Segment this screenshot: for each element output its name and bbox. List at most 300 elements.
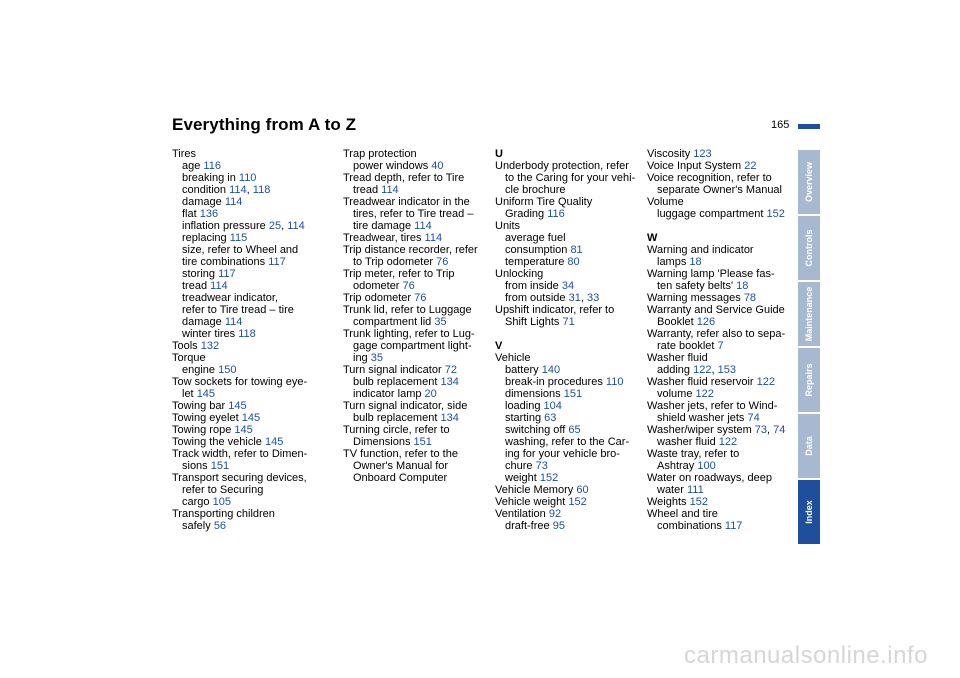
index-entry	[172, 196, 322, 208]
index-entry	[647, 160, 797, 172]
page-reference-link[interactable]: 111	[686, 484, 704, 496]
entry-text: consumption	[505, 244, 568, 256]
index-entry: inflation pressure 25, 114	[182, 220, 305, 232]
index-entry: from outside 31, 33	[505, 292, 600, 304]
entry-text: draft-free	[505, 520, 550, 532]
entry-text: Warning messages	[647, 292, 741, 304]
page-title: Everything from A to Z	[172, 115, 357, 134]
page-reference-link[interactable]: 35	[434, 316, 447, 328]
index-entry	[343, 172, 493, 184]
index-entry	[647, 244, 797, 256]
index-entry	[172, 412, 322, 424]
index-entry	[172, 316, 322, 328]
entry-text: Volume	[647, 196, 684, 208]
entry-text: Underbody protection, refer	[495, 160, 629, 172]
page-reference-link[interactable]: 40	[431, 160, 444, 172]
index-entry	[495, 280, 645, 292]
entry-text: from outside	[505, 292, 566, 304]
entry-text: Units	[495, 220, 521, 232]
page-reference-link[interactable]: 65	[568, 424, 581, 436]
entry-text: Treadwear indicator in the	[343, 196, 470, 208]
entry-text: temperature	[505, 256, 565, 268]
entry-text: Turn signal indicator	[343, 364, 442, 376]
entry-text: combinations	[657, 520, 722, 532]
page-reference-link[interactable]: 151	[563, 388, 583, 400]
index-letter-heading	[495, 148, 645, 160]
page-reference-link[interactable]: 134	[440, 376, 459, 388]
entry-text: inflation pressure	[182, 220, 266, 232]
entry-text: Vehicle weight	[495, 496, 566, 508]
entry-text: TV function, refer to the	[343, 448, 458, 460]
page-reference-link[interactable]: 145	[264, 436, 284, 448]
index-entry	[172, 244, 322, 256]
entry-text: power windows	[353, 160, 429, 172]
page-reference-link[interactable]: 25	[268, 220, 282, 232]
index-entry	[172, 160, 322, 172]
page-reference-link[interactable]: 74	[773, 424, 786, 436]
index-entry	[172, 448, 322, 460]
index-entry	[172, 148, 322, 160]
index-entry	[172, 376, 322, 388]
index-entry	[495, 352, 645, 364]
entry-text: V	[495, 340, 503, 352]
entry-text: Tread depth, refer to Tire	[343, 172, 465, 184]
entry-text: treadwear indicator,	[182, 292, 278, 304]
entry-text: Warning and indicator	[647, 244, 754, 256]
index-entry	[343, 208, 493, 220]
page-reference-link[interactable]: 80	[567, 256, 580, 268]
entry-text: Transport securing devices,	[172, 472, 307, 484]
page-reference-link[interactable]: 114	[287, 220, 305, 232]
index-entry	[495, 448, 645, 460]
index-entry	[495, 424, 645, 436]
entry-text: breaking in	[182, 172, 236, 184]
page-reference-link[interactable]: 151	[210, 460, 230, 472]
index-entry	[343, 268, 493, 280]
index-entry	[343, 232, 493, 244]
index-entry	[343, 148, 493, 160]
index-entry	[495, 304, 645, 316]
page-reference-link[interactable]: 114	[414, 220, 432, 232]
page-reference-link[interactable]: 92	[548, 508, 562, 520]
entry-text: Wheel and tire	[647, 508, 718, 520]
index-entry	[647, 472, 797, 484]
entry-text: Towing eyelet	[172, 412, 239, 424]
entry-text: ing	[353, 352, 368, 364]
page-reference-link[interactable]: 18	[736, 280, 749, 292]
page-reference-link[interactable]: 126	[696, 316, 716, 328]
entry-text: from inside	[505, 280, 559, 292]
page-reference-link[interactable]: 145	[234, 424, 253, 436]
page-reference-link[interactable]: 95	[552, 520, 565, 532]
page-reference-link[interactable]: 72	[444, 364, 457, 376]
index-entry	[647, 400, 797, 412]
index-entry: Washer/wiper system 73, 74	[647, 424, 786, 436]
entry-text: separate Owner's Manual	[657, 184, 782, 196]
index-entry	[495, 484, 645, 496]
entry-text: indicator lamp	[353, 388, 422, 400]
index-entry	[647, 376, 797, 388]
page-reference-link[interactable]: 132	[200, 340, 220, 352]
page-reference-link[interactable]: 152	[539, 472, 559, 484]
entry-text: Ashtray	[657, 460, 695, 472]
entry-text: Viscosity	[647, 148, 691, 160]
entry-text: U	[495, 148, 503, 160]
index-entry	[647, 352, 797, 364]
page-reference-link[interactable]: 116	[547, 208, 565, 220]
entry-text: Towing bar	[172, 400, 226, 412]
page-reference-link[interactable]: 74	[747, 412, 760, 424]
page-reference-link[interactable]: 71	[562, 316, 575, 328]
entry-text: Water on roadways, deep	[647, 472, 772, 484]
entry-text: Shift Lights	[505, 316, 560, 328]
entry-text: Weights	[647, 496, 687, 508]
index-entry	[343, 412, 493, 424]
entry-text: Torque	[172, 352, 206, 364]
entry-text: Booklet	[657, 316, 694, 328]
page-reference-link[interactable]: 114	[229, 184, 247, 196]
entry-text: rate booklet	[657, 340, 715, 352]
page-reference-link[interactable]: 151	[413, 436, 432, 448]
entry-text: Tires	[172, 148, 197, 160]
index-entry	[343, 160, 493, 172]
index-entry	[647, 256, 797, 268]
index-entry	[343, 352, 493, 364]
entry-text: shield washer jets	[657, 412, 745, 424]
index-entry	[172, 460, 322, 472]
page-reference-link[interactable]: 117	[268, 256, 286, 268]
tab-label: Repairs	[804, 363, 814, 397]
tab-repairs[interactable]	[798, 348, 820, 412]
index-entry	[647, 484, 797, 496]
index-column-4	[647, 148, 797, 532]
index-entry	[343, 448, 493, 460]
index-entry	[172, 268, 322, 280]
page-reference-link[interactable]: 104	[543, 400, 562, 412]
page-reference-link[interactable]: 136	[199, 208, 219, 220]
page-reference-link[interactable]: 114	[381, 184, 399, 196]
entry-text: Vehicle Memory	[495, 484, 574, 496]
page-reference-link[interactable]: 122	[756, 376, 775, 388]
index-entry	[647, 412, 797, 424]
index-entry	[647, 496, 797, 508]
page-reference-link[interactable]: 145	[241, 412, 261, 424]
entry-text: W	[647, 232, 658, 244]
index-entry	[172, 304, 322, 316]
index-entry	[647, 148, 797, 160]
index-entry	[172, 280, 322, 292]
index-entry	[343, 256, 493, 268]
entry-text: Warranty, refer also to sepa-	[647, 328, 786, 340]
index-entry: condition 114, 118	[182, 184, 271, 196]
index-entry	[172, 172, 322, 184]
entry-text: let	[182, 388, 194, 400]
index-entry	[172, 352, 322, 364]
index-entry	[172, 400, 322, 412]
entry-text: to the Caring for your vehi-	[505, 172, 636, 184]
index-letter-heading	[647, 232, 797, 244]
index-entry	[343, 316, 493, 328]
entry-text: Towing rope	[172, 424, 232, 436]
entry-text: Washer fluid	[647, 352, 708, 364]
page-reference-link[interactable]: 33	[586, 292, 600, 304]
entry-text: Tow sockets for towing eye-	[172, 376, 308, 388]
index-entry	[343, 388, 493, 400]
entry-text: volume	[657, 388, 693, 400]
index-entry	[495, 244, 645, 256]
page-reference-link[interactable]: 122	[693, 364, 712, 376]
entry-text: bulb replacement	[353, 412, 438, 424]
index-entry	[495, 412, 645, 424]
entry-text: winter tires	[182, 328, 236, 340]
page-reference-link[interactable]: 56	[213, 520, 227, 532]
page-reference-link[interactable]: 114	[424, 232, 443, 244]
entry-text: tire damage	[353, 220, 412, 232]
index-entry	[172, 208, 322, 220]
spacer	[495, 328, 645, 340]
page-reference-link[interactable]: 117	[218, 268, 236, 280]
index-entry	[647, 304, 797, 316]
entry-text: replacing	[182, 232, 227, 244]
index-entry	[495, 508, 645, 520]
index-entry	[647, 268, 797, 280]
index-entry	[343, 400, 493, 412]
page-number: 165	[771, 119, 790, 131]
page-reference-link[interactable]: 115	[229, 232, 248, 244]
entry-text: safely	[182, 520, 211, 532]
entry-text: damage	[182, 316, 222, 328]
entry-text: loading	[505, 400, 541, 412]
page-reference-link[interactable]: 73	[535, 460, 548, 472]
tab-controls[interactable]	[798, 216, 820, 280]
page-reference-link[interactable]: 145	[228, 400, 247, 412]
page-reference-link[interactable]: 76	[436, 256, 449, 268]
entry-text: Trap protection	[343, 148, 417, 160]
index-entry	[495, 316, 645, 328]
entry-text: Warranty and Service Guide	[647, 304, 785, 316]
entry-text: Trunk lid, refer to Luggage	[343, 304, 472, 316]
index-entry	[495, 172, 645, 184]
index-entry	[647, 436, 797, 448]
entry-text: storing	[182, 268, 216, 280]
index-entry	[647, 172, 797, 184]
index-entry	[495, 256, 645, 268]
entry-text: Warning lamp 'Please fas-	[647, 268, 775, 280]
tab-label: Overview	[804, 161, 814, 203]
page-reference-link[interactable]: 152	[689, 496, 708, 508]
entry-text: Unlocking	[495, 268, 544, 280]
page-reference-link[interactable]: 60	[576, 484, 589, 496]
tab-overview[interactable]	[798, 150, 820, 214]
entry-text: Washer jets, refer to Wind-	[647, 400, 778, 412]
entry-text: Dimensions	[353, 436, 411, 448]
index-entry	[495, 388, 645, 400]
page-reference-link[interactable]: 114	[224, 316, 243, 328]
index-entry	[647, 292, 797, 304]
entry-text: Turning circle, refer to	[343, 424, 450, 436]
index-column-2	[343, 148, 493, 484]
page-reference-link[interactable]: 114	[224, 196, 243, 208]
index-entry	[343, 280, 493, 292]
entry-text: luggage compartment	[657, 208, 764, 220]
page-reference-link[interactable]: 34	[561, 280, 575, 292]
index-entry	[343, 340, 493, 352]
page-reference-link[interactable]: 117	[724, 520, 743, 532]
index-entry	[172, 472, 322, 484]
index-entry	[495, 196, 645, 208]
index-entry	[495, 400, 645, 412]
index-entry	[343, 292, 493, 304]
entry-text: Uniform Tire Quality	[495, 196, 593, 208]
page-reference-link[interactable]: 122	[718, 436, 738, 448]
index-entry	[495, 520, 645, 532]
tab-label: Maintenance	[804, 286, 814, 342]
index-entry	[172, 424, 322, 436]
section-tabs	[798, 150, 820, 546]
entry-text: Vehicle	[495, 352, 531, 364]
index-entry	[343, 196, 493, 208]
entry-text: size, refer to Wheel and	[182, 244, 299, 256]
index-entry	[647, 508, 797, 520]
index-column-1	[172, 148, 322, 532]
entry-text: dimensions	[505, 388, 561, 400]
page-reference-link[interactable]: 152	[568, 496, 587, 508]
entry-text: Voice Input System	[647, 160, 742, 172]
entry-text: starting	[505, 412, 542, 424]
entry-text: water	[657, 484, 684, 496]
index-entry	[495, 496, 645, 508]
entry-text: Washer fluid reservoir	[647, 376, 754, 388]
entry-text: refer to Tire tread – tire	[182, 304, 294, 316]
entry-text: Voice recognition, refer to	[647, 172, 772, 184]
entry-text: tire combinations	[182, 256, 266, 268]
page-reference-link[interactable]: 76	[402, 280, 415, 292]
page-reference-link[interactable]: 116	[203, 160, 221, 172]
index-entry	[343, 436, 493, 448]
entry-text: age	[182, 160, 201, 172]
index-entry	[647, 328, 797, 340]
entry-text: average fuel	[505, 232, 566, 244]
index-entry	[172, 232, 322, 244]
page-reference-link[interactable]: 7	[717, 340, 724, 352]
index-entry	[172, 496, 322, 508]
page-reference-link[interactable]: 114	[210, 280, 228, 292]
entry-text: Treadwear, tires	[343, 232, 422, 244]
index-entry	[172, 508, 322, 520]
page-reference-link[interactable]: 35	[370, 352, 383, 364]
entry-text: washing, refer to the Car-	[505, 436, 630, 448]
entry-text: cle brochure	[505, 184, 566, 196]
entry-text: Transporting children	[172, 508, 275, 520]
page-reference-link[interactable]: 76	[414, 292, 427, 304]
page-reference-link[interactable]: 118	[238, 328, 256, 340]
index-entry	[172, 292, 322, 304]
page-reference-link[interactable]: 73	[754, 424, 768, 436]
page-reference-link[interactable]: 100	[697, 460, 716, 472]
page-reference-link[interactable]: 31	[568, 292, 581, 304]
page-reference-link[interactable]: 145	[196, 388, 216, 400]
tab-data[interactable]	[798, 414, 820, 478]
index-entry	[495, 472, 645, 484]
entry-text: Towing the vehicle	[172, 436, 262, 448]
page-number-bar	[798, 124, 820, 129]
entry-text: Track width, refer to Dimen-	[172, 448, 308, 460]
tab-label: Controls	[804, 229, 814, 267]
tab-label: Index	[804, 500, 814, 524]
page-reference-link[interactable]: 152	[766, 208, 785, 220]
tab-maintenance[interactable]	[798, 282, 820, 346]
index-entry	[647, 280, 797, 292]
entry-text: sions	[182, 460, 208, 472]
page-reference-link[interactable]: 140	[541, 364, 561, 376]
index-entry	[343, 376, 493, 388]
entry-text: lamps	[657, 256, 687, 268]
entry-text: damage	[182, 196, 222, 208]
index-entry	[172, 520, 322, 532]
entry-text: to Trip odometer	[353, 256, 434, 268]
entry-text: gage compartment light-	[353, 340, 472, 352]
page-reference-link[interactable]: 150	[218, 364, 237, 376]
page-reference-link[interactable]: 123	[693, 148, 712, 160]
page-reference-link[interactable]: 134	[440, 412, 459, 424]
index-entry	[343, 304, 493, 316]
page-reference-link[interactable]: 81	[570, 244, 583, 256]
index-entry	[495, 160, 645, 172]
entry-text: engine	[182, 364, 216, 376]
entry-text: tread	[353, 184, 379, 196]
entry-text: battery	[505, 364, 539, 376]
entry-text: Trunk lighting, refer to Lug-	[343, 328, 475, 340]
index-entry	[647, 316, 797, 328]
page-reference-link[interactable]: 22	[744, 160, 757, 172]
watermark: carmanualsonline.info	[684, 642, 928, 669]
index-letter-heading	[495, 340, 645, 352]
index-entry	[495, 220, 645, 232]
page-reference-link[interactable]: 118	[252, 184, 271, 196]
index-entry	[343, 472, 493, 484]
index-entry	[172, 484, 322, 496]
entry-text: ing for your vehicle bro-	[505, 448, 620, 460]
index-entry	[343, 364, 493, 376]
entry-text: Upshift indicator, refer to	[495, 304, 615, 316]
index-entry	[647, 196, 797, 208]
index-entry: adding 122, 153	[657, 364, 736, 376]
page-reference-link[interactable]: 110	[238, 172, 257, 184]
index-entry	[343, 220, 493, 232]
index-entry	[647, 448, 797, 460]
page-reference-link[interactable]: 105	[212, 496, 231, 508]
index-entry	[495, 232, 645, 244]
index-entry	[172, 328, 322, 340]
index-entry	[495, 208, 645, 220]
entry-text: Waste tray, refer to	[647, 448, 740, 460]
index-entry	[343, 244, 493, 256]
entry-text: weight	[505, 472, 537, 484]
entry-text: tires, refer to Tire tread –	[353, 208, 474, 220]
page-reference-link[interactable]: 122	[695, 388, 714, 400]
page-reference-link[interactable]: 63	[544, 412, 557, 424]
index-entry	[343, 184, 493, 196]
page-reference-link[interactable]: 110	[605, 376, 624, 388]
page-reference-link[interactable]: 153	[717, 364, 736, 376]
page-reference-link[interactable]: 20	[424, 388, 437, 400]
page-reference-link[interactable]: 78	[743, 292, 757, 304]
tab-index[interactable]	[798, 480, 820, 544]
index-entry	[172, 256, 322, 268]
page-reference-link[interactable]: 18	[689, 256, 702, 268]
index-entry	[172, 436, 322, 448]
entry-text: ten safety belts'	[657, 280, 734, 292]
